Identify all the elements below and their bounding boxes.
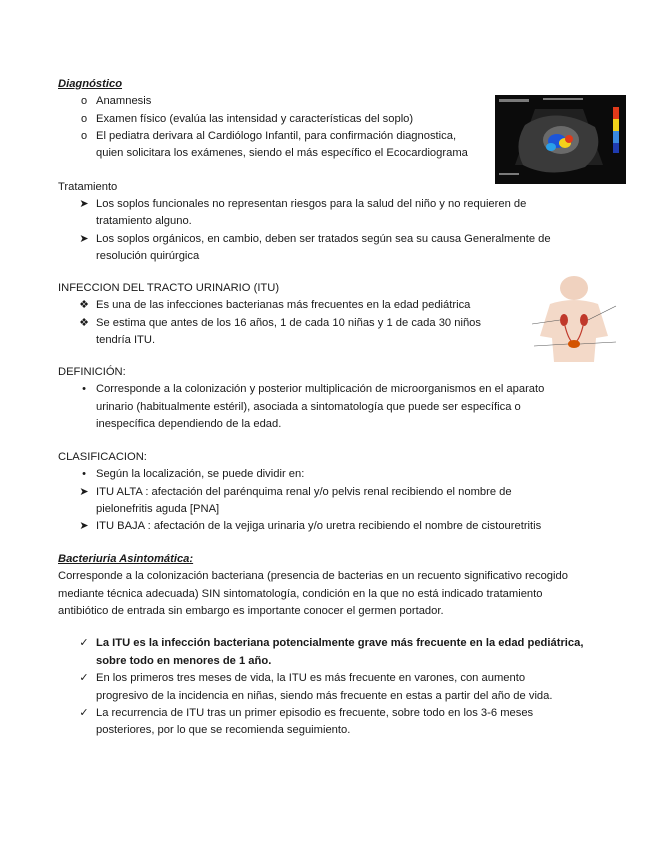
diagnostico-item: Anamnesis [96, 95, 152, 107]
diagnostico-heading: Diagnóstico [58, 78, 123, 90]
arrow-bullet-icon: ➤ [79, 233, 89, 245]
circle-bullet-icon: o [80, 113, 88, 125]
clasificacion-item: ITU BAJA : afectación de la vejiga urinaria y/o uretra recibiendo el nombre de cistouretritis [96, 520, 542, 532]
itu-item-cont: tendría ITU. [96, 334, 156, 346]
itu-heading: INFECCION DEL TRACTO URINARIO (ITU) [58, 282, 280, 294]
definicion-line: inespecífica dependiendo de la edad. [96, 418, 282, 430]
check-item: La recurrencia de ITU tras un primer episodio es frecuente, sobre todo en los 3-6 meses [96, 707, 534, 719]
circle-bullet-icon: o [80, 130, 88, 142]
diagnostico-item: Examen físico (evalúa las intensidad y características del soplo) [96, 113, 414, 125]
bacteriuria-line: mediante técnica adecuada) SIN sintomatología, condición en la que no está indicado tratamiento [58, 588, 543, 600]
tratamiento-item-cont: resolución quirúrgica [96, 250, 200, 262]
clasificacion-item-cont: pielonefritis aguda [PNA] [96, 503, 220, 515]
definicion-line: urinario (habitualmente estéril), asociada a sintomatología que puede ser específica o [96, 401, 521, 413]
check-item: La ITU es la infección bacteriana potencialmente grave más frecuente en la edad pediátrica, [96, 637, 584, 649]
bacteriuria-line: Corresponde a la colonización bacteriana (presencia de bacterias en un recuento significativo recogido [58, 570, 568, 582]
checkmark-bullet-icon: ✓ [79, 672, 89, 684]
check-item: En los primeros tres meses de vida, la ITU es más frecuente en varones, con aumento [96, 672, 526, 684]
diamond-bullet-icon: ❖ [79, 299, 89, 311]
definicion-line: Corresponde a la colonización y posterior multiplicación de microorganismos en el aparato [96, 383, 545, 395]
itu-item: Se estima que antes de los 16 años, 1 de cada 10 niñas y 1 de cada 30 niños [96, 317, 481, 329]
bacteriuria-heading: Bacteriuria Asintomática: [58, 553, 194, 565]
diagnostico-item-cont: quien solicitara los exámenes, siendo el más específico el Ecocardiograma [96, 147, 468, 159]
itu-item: Es una de las infecciones bacterianas más frecuentes en la edad pediátrica [96, 299, 471, 311]
checkmark-bullet-icon: ✓ [79, 707, 89, 719]
definicion-heading: DEFINICIÓN: [58, 366, 126, 378]
check-item-cont: posteriores, por lo que se recomienda seguimiento. [96, 724, 351, 736]
urinary-tract-child-image [528, 276, 625, 364]
check-item-cont: sobre todo en menores de 1 año. [96, 655, 272, 667]
tratamiento-item: Los soplos funcionales no representan riesgos para la salud del niño y no requieren de [96, 198, 527, 210]
checkmark-bullet-icon: ✓ [79, 637, 89, 649]
arrow-bullet-icon: ➤ [79, 198, 89, 210]
dot-bullet-icon: • [82, 468, 86, 480]
tratamiento-item-cont: tratamiento alguno. [96, 215, 192, 227]
diagnostico-item: El pediatra derivara al Cardiólogo Infantil, para confirmación diagnostica, [96, 130, 457, 142]
arrow-bullet-icon: ➤ [79, 486, 89, 498]
circle-bullet-icon: o [80, 95, 88, 107]
tratamiento-item: Los soplos orgánicos, en cambio, deben ser tratados según sea su causa Generalmente de [96, 233, 551, 245]
arrow-bullet-icon: ➤ [79, 520, 89, 532]
clasificacion-item: ITU ALTA : afectación del parénquima renal y/o pelvis renal recibiendo el nombre de [96, 486, 512, 498]
tratamiento-heading: Tratamiento [58, 181, 118, 193]
check-item-cont: progresivo de la incidencia en niñas, siendo más frecuente en estas a partir del año de vida. [96, 690, 553, 702]
clasificacion-item: Según la localización, se puede dividir en: [96, 468, 305, 480]
clasificacion-heading: CLASIFICACION: [58, 451, 147, 463]
dot-bullet-icon: • [82, 383, 86, 395]
diamond-bullet-icon: ❖ [79, 317, 89, 329]
bacteriuria-line: antibiótico de entrada sin embargo es importante conocer el germen portador. [58, 605, 444, 617]
echocardiogram-image [495, 95, 626, 184]
